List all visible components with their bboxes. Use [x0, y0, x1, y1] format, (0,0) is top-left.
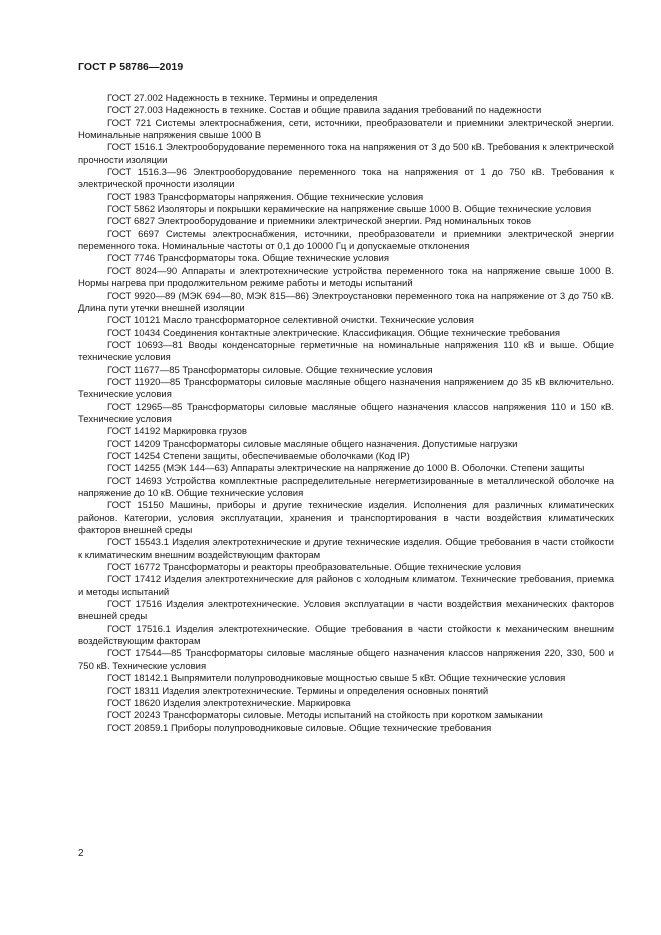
reference-entry: ГОСТ 14254 Степени защиты, обеспечиваемые оболочками (Код IP)	[107, 450, 410, 462]
reference-entry: ГОСТ 17516 Изделия электротехнические. Условия эксплуатации в части воздействия механических факторов внешней среды	[78, 599, 614, 623]
reference-entry: ГОСТ 18620 Изделия электротехнические. Маркировка	[107, 697, 351, 709]
reference-entry: ГОСТ 14693 Устройства комплектные распределительные негерметизированные в металлической оболочке на напряжение до 10 кВ. Общие технические условия	[78, 475, 614, 499]
reference-entry: ГОСТ 721 Системы электроснабжения, сети, источники, преобразователи и приемники электрической энергии. Номинальные напряжения свыше 1000 В	[78, 117, 614, 142]
reference-entry: ГОСТ 1516.1 Электрооборудование переменного тока на напряжения от 3 до 500 кВ. Требования к электрической прочности изоляции	[78, 142, 614, 166]
standards-reference-list	[78, 93, 614, 735]
reference-entry: ГОСТ 5862 Изоляторы и покрышки керамические на напряжение свыше 1000 В. Общие технические условия	[107, 204, 592, 216]
reference-entry: ГОСТ 11920—85 Трансформаторы силовые масляные общего назначения напряжением до 35 кВ включительно. Технические условия	[78, 376, 614, 401]
reference-entry: ГОСТ 6827 Электрооборудование и приемники электрической энергии. Ряд номинальных токов	[107, 216, 532, 228]
reference-entry: ГОСТ 15150 Машины, приборы и другие технические изделия. Исполнения для различных климатических районов. Категории, условия эксплуатации, хранения и транспортирования в части воздействия климатических факторов внешней среды	[78, 500, 614, 537]
reference-entry: ГОСТ 14192 Маркировка грузов	[107, 426, 247, 438]
reference-entry: ГОСТ 12965—85 Трансформаторы силовые масляные общего назначения классов напряжения 110 и 150 кВ. Технические условия	[78, 401, 614, 425]
reference-entry: ГОСТ 10693—81 Вводы конденсаторные герметичные на номинальные напряжения 110 кВ и выше. Общие технические условия	[78, 339, 614, 364]
reference-entry: ГОСТ 1983 Трансформаторы напряжения. Общие технические условия	[107, 191, 424, 203]
page-number: 2	[78, 848, 84, 859]
reference-entry: ГОСТ 27.003 Надежность в технике. Состав и общие правила задания требований по надежности	[107, 105, 542, 117]
reference-entry: ГОСТ 8024—90 Аппараты и электротехнические устройства переменного тока на напряжение свыше 1000 В. Нормы нагрева при продолжительном режиме работы и методы испытаний	[78, 265, 614, 290]
reference-entry: ГОСТ 1516.3—96 Электрооборудование переменного тока на напряжения от 1 до 750 кВ. Требования к электрической прочности изоляции	[78, 167, 614, 191]
reference-entry: ГОСТ 18311 Изделия электротехнические. Термины и определения основных понятий	[107, 685, 489, 697]
reference-entry: ГОСТ 18142.1 Выпрямители полупроводниковые мощностью свыше 5 кВт. Общие технические условия	[107, 673, 566, 685]
reference-entry: ГОСТ 15543.1 Изделия электротехнические и другие технические изделия. Общие требования в части стойкости к климатическим внешним воздействующим факторам	[78, 537, 614, 561]
reference-entry: ГОСТ 17544—85 Трансформаторы силовые масляные общего назначения классов напряжения 220, 330, 500 и 750 кВ. Технические условия	[78, 648, 614, 672]
reference-entry: ГОСТ 17412 Изделия электротехнические для районов с холодным климатом. Технические требования, приемка и методы испытаний	[78, 574, 614, 598]
reference-entry: ГОСТ 17516.1 Изделия электротехнические. Общие требования в части стойкости к механическим внешним воздействующим факторам	[78, 623, 614, 648]
reference-entry: ГОСТ 6697 Системы электроснабжения, источники, преобразователи и приемники электрической энергии переменного тока. Номинальные частоты от 0,1 до 10000 Гц и допускаемые отклонения	[78, 228, 614, 253]
reference-entry: ГОСТ 9920—89 (МЭК 694—80, МЭК 815—86) Электроустановки переменного тока на напряжение от 3 до 750 кВ. Длина пути утечки внешней изоляции	[78, 290, 614, 314]
reference-entry: ГОСТ 11677—85 Трансформаторы силовые. Общие технические условия	[107, 364, 433, 376]
reference-entry: ГОСТ 16772 Трансформаторы и реакторы преобразовательные. Общие технические условия	[107, 562, 521, 574]
reference-entry: ГОСТ 10121 Масло трансформаторное селективной очистки. Технические условия	[107, 315, 474, 327]
reference-entry: ГОСТ 14209 Трансформаторы силовые масляные общего назначения. Допустимые нагрузки	[107, 438, 518, 450]
reference-entry: ГОСТ 7746 Трансформаторы тока. Общие технические условия	[107, 253, 390, 265]
reference-entry: ГОСТ 10434 Соединения контактные электрические. Классификация. Общие технические требования	[107, 327, 561, 339]
document-header: ГОСТ Р 58786—2019	[78, 61, 184, 73]
reference-entry: ГОСТ 20859.1 Приборы полупроводниковые силовые. Общие технические требования	[107, 722, 492, 734]
reference-entry: ГОСТ 14255 (МЭК 144—63) Аппараты электрические на напряжение до 1000 В. Оболочки. Степени защиты	[107, 463, 585, 475]
reference-entry: ГОСТ 20243 Трансформаторы силовые. Методы испытаний на стойкость при коротком замыкании	[107, 710, 543, 722]
reference-entry: ГОСТ 27.002 Надежность в технике. Термины и определения	[107, 93, 378, 104]
